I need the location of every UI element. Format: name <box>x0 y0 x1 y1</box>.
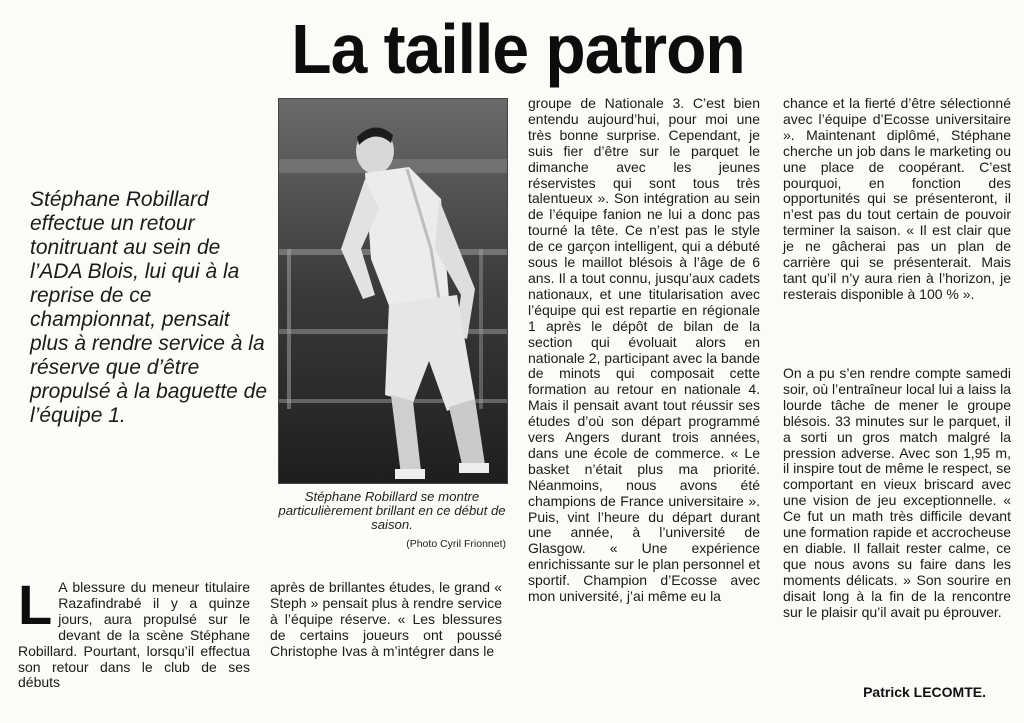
drop-cap: L <box>18 573 53 636</box>
article-column-2: après de brillantes études, le grand « Steph » pensait plus à rendre service à l’équipe réserve. « Les blessures de certains joueurs ont poussé Christophe Ivas à m’intégrer dans le <box>270 579 502 659</box>
photo-caption: Stéphane Robillard se montre particulièrement brillant en ce début de saison. <box>278 489 506 532</box>
article-column-4-bottom: On a pu s’en rendre compte samedi soir, où l’entraîneur local lui a laiss la lourde tâche de mener le groupe blésois. 33 minutes sur le parquet, il a sorti un gros match malgré la pression adverse. Avec son 1,95 m, il inspire tout de même le respect, se comportant en vieux briscard avec une vision de jeu exceptionnelle. « Ce fut un math très difficile devant une formation rapide et accrocheuse en diable. Il fallait rester calme, ce que nous avons su faire dans les moments délicats. » Son sourire en disait long à la fin de la rencontre sur le plaisir qu’il avait pu éprouver. <box>783 365 1012 620</box>
article-column-3: groupe de Nationale 3. C’est bien entendu aujourd’hui, pour moi une très bonne surprise. Cependant, je suis fier d’être sur le parquet le dimanche avec les jeunes réservistes qui sont tous très talentueux ». Son intégration au sein de l’équipe fanion ne lui a donc pas tourné la tête. Ce n’est pas le style de ce garçon intelligent, qui a débuté sous le maillot blésois à l’âge de 6 ans. Il a tout connu, jusqu’aux cadets nationaux, et une titularisation avec l’équipe qui est repartie en régionale 1 après le dépôt de bilan de la section qui évoluait alors en nationale 2, participant avec la bande de minots qui composait cette formation au retour en nationale 4. Mais il pensait avant tout réussir ses études d’où son départ programmé vers Angers durant trois années, dans une école de commerce. « Le basket n’était plus ma priorité. Néanmoins, nous avons été champions de France universitaire ». Puis, vint l’heure du départ durant une année, à l’université de Glasgow. « Une expérience enrichissante sur le plan personnel et sportif. Champion d’Ecosse avec mon université, j’ai même eu la <box>528 95 760 605</box>
player-photo <box>278 98 508 484</box>
player-photo-illustration <box>279 99 507 483</box>
author-signature: Patrick LECOMTE. <box>863 684 986 700</box>
column-1-text: A blessure du meneur titulaire Razafindrabé il y a quinze jours, aura propulsé sur le devant de la scène Stéphane Robillard. Pourtant, lorsqu’il effectua son retour dans le club de ses débuts <box>18 579 250 691</box>
lede-intro: Stéphane Robillard effectue un retour tonitruant au sein de l’ADA Blois, lui qui à la reprise de ce championnat, pensait plus à rendre service à la réserve que d’être propulsé à la baguette de l’équipe 1. <box>30 188 268 427</box>
article-column-4-top: chance et la fierté d’être sélectionné avec l’équipe d’Ecosse universitaire ». Maintenant diplômé, Stéphane cherche un job dans le marketing ou une place de coopérant. C’est pourquoi, en fonction des opportunités qui se présenteront, il n’est pas du tout certain de pouvoir terminer la saison. « Il est clair que je ne gâcherai pas un plan de carrière qui se présenterait. Mais tant qu’il n’y aura rien à l’horizon, je resterais disponible à 100 % ». <box>783 95 1011 302</box>
article-column-1 <box>18 573 250 691</box>
photo-credit: (Photo Cyril Frionnet) <box>406 538 506 550</box>
headline: La taille patron <box>291 10 745 88</box>
